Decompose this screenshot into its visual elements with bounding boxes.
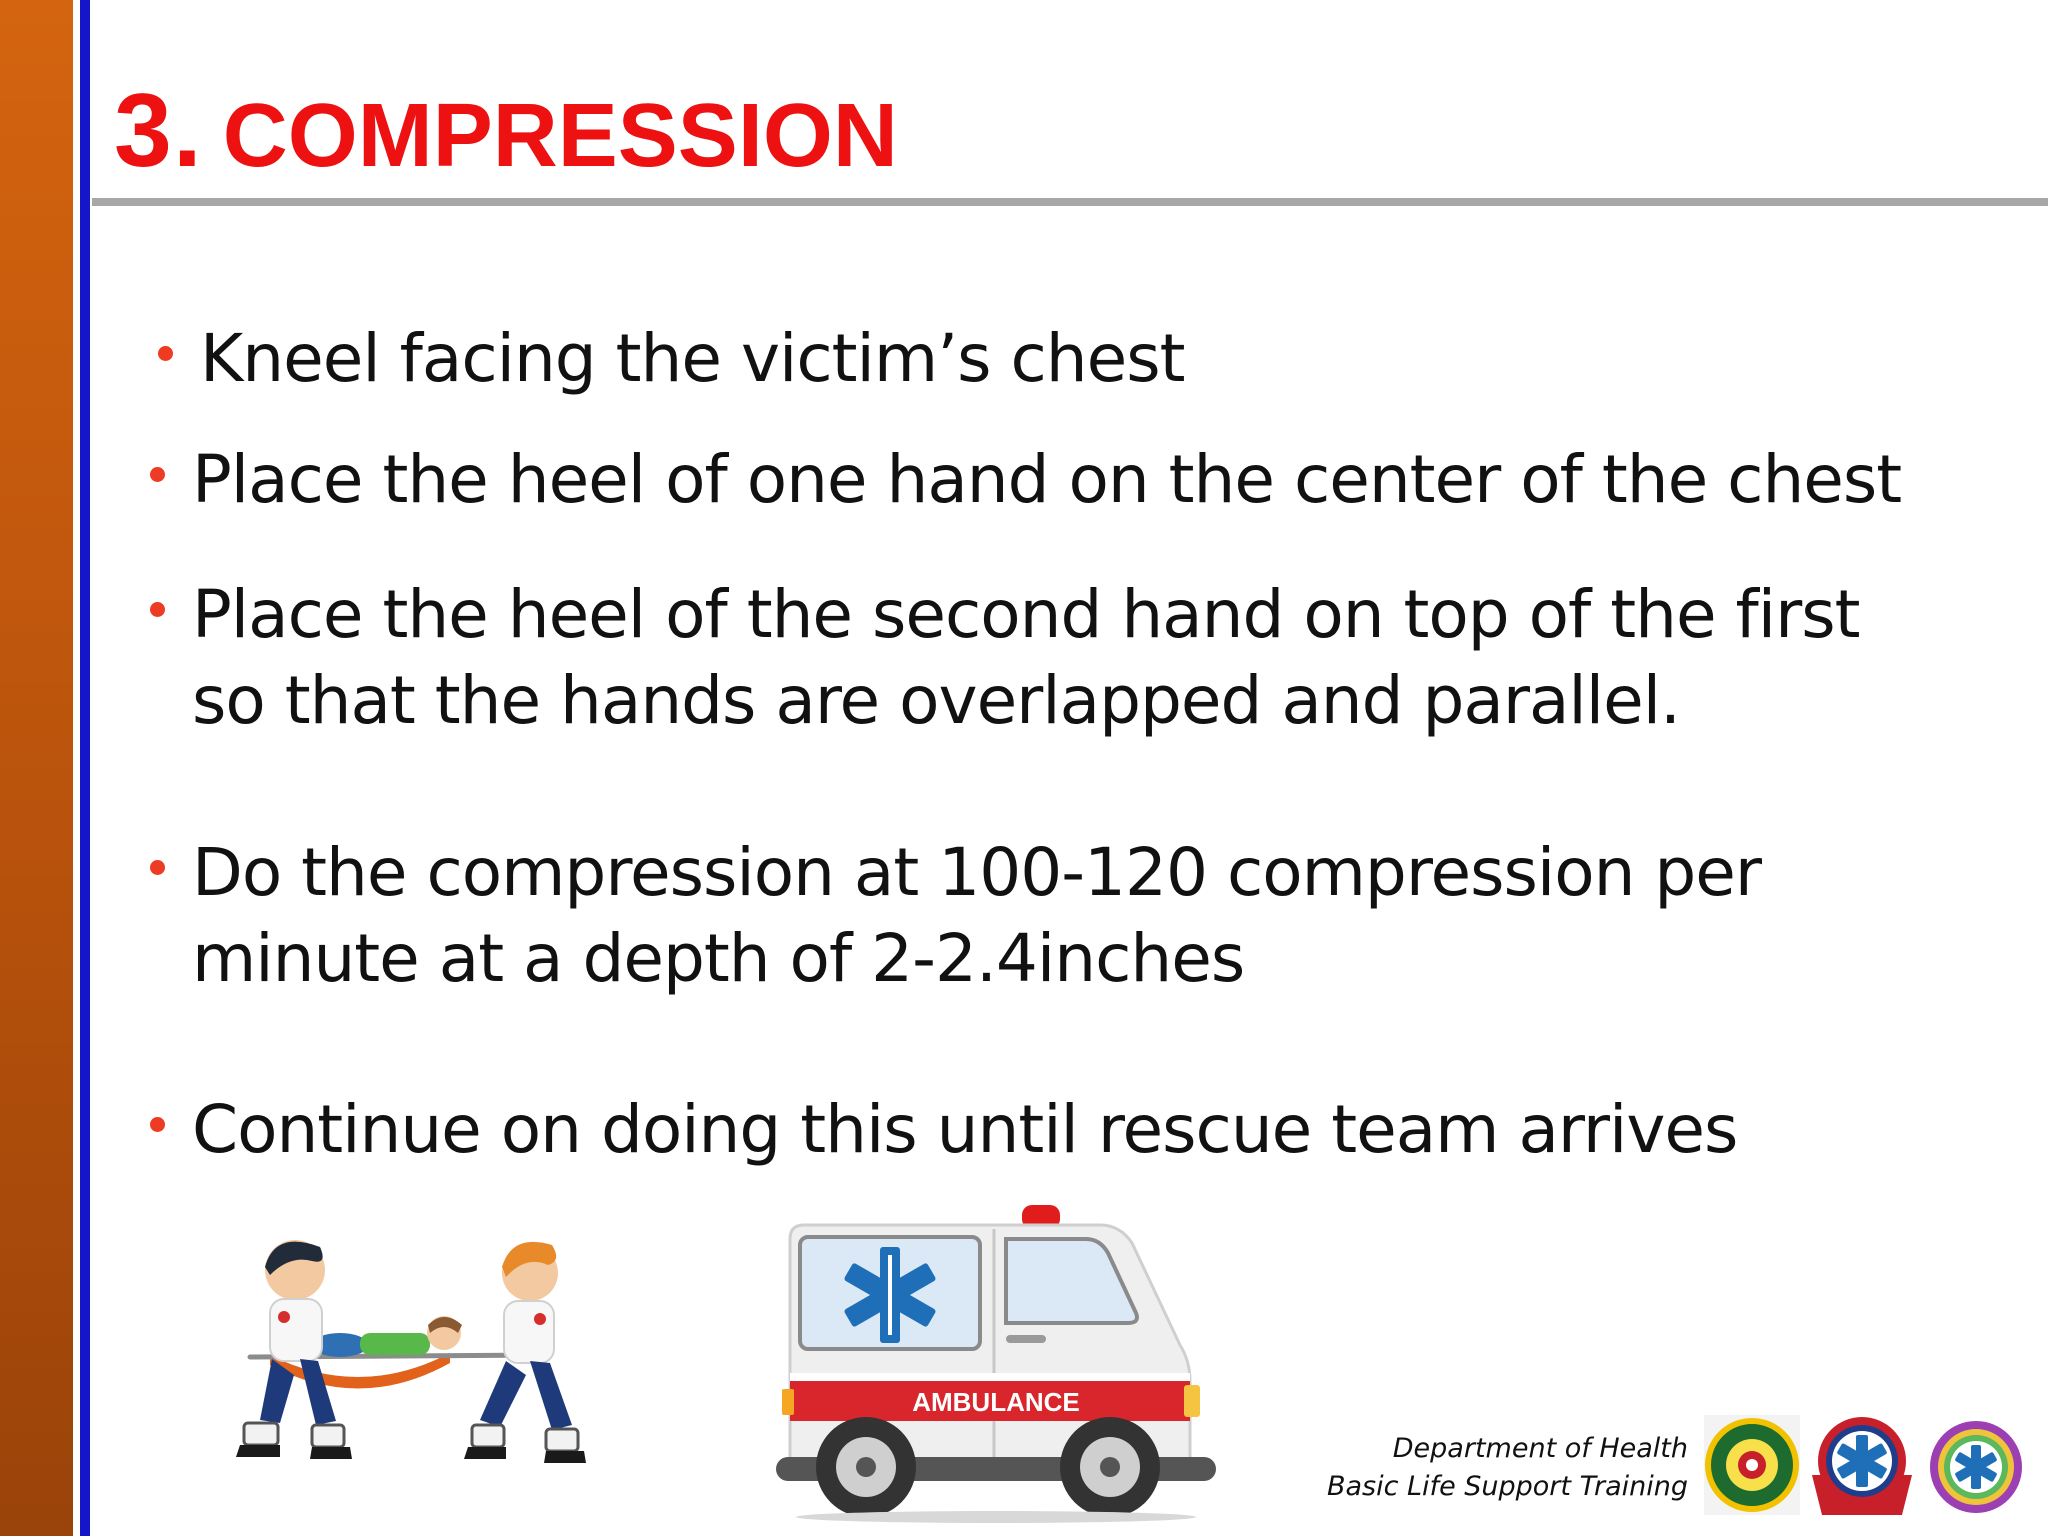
bullet-text: Place the heel of one hand on the center of the chest [192, 441, 1902, 518]
footer-credit [1327, 1430, 1688, 1506]
bullet-text: Kneel facing the victim’s chest [200, 320, 1185, 397]
star-of-life-icon [1812, 1417, 1912, 1515]
bullet-text: Place the heel of the second hand on top of the first so that the hands are overlapped and parallel. [192, 576, 1860, 739]
bullet-dot [150, 602, 165, 617]
bullet-dot [150, 467, 165, 482]
ambulance-label: AMBULANCE [912, 1387, 1080, 1417]
rescuers-stretcher-illustration [200, 1225, 600, 1495]
bullet-item [150, 572, 1950, 744]
title-number: 3. [114, 73, 203, 189]
bullet-dot [158, 346, 173, 361]
footer-line-1: Department of Health [1392, 1433, 1688, 1464]
bullet-text: Do the compression at 100-120 compression per minute at a depth of 2-2.4inches [192, 834, 1762, 997]
bullet-item [150, 1087, 1950, 1173]
ambulance-illustration [770, 1195, 1230, 1525]
bullet-item [150, 437, 1950, 523]
footer-logos [1704, 1415, 2024, 1520]
bullet-item [150, 830, 1950, 1002]
bullet-dot [150, 860, 165, 875]
bullet-text: Continue on doing this until rescue team arrives [192, 1091, 1738, 1168]
title-word: COMPRESSION [222, 86, 898, 186]
star-of-life-rainbow-icon [1930, 1421, 2022, 1513]
bullet-dot [150, 1117, 165, 1132]
bullet-item [158, 316, 1958, 402]
footer-line-2: Basic Life Support Training [1326, 1471, 1688, 1502]
doh-seal-icon [1704, 1415, 1800, 1515]
